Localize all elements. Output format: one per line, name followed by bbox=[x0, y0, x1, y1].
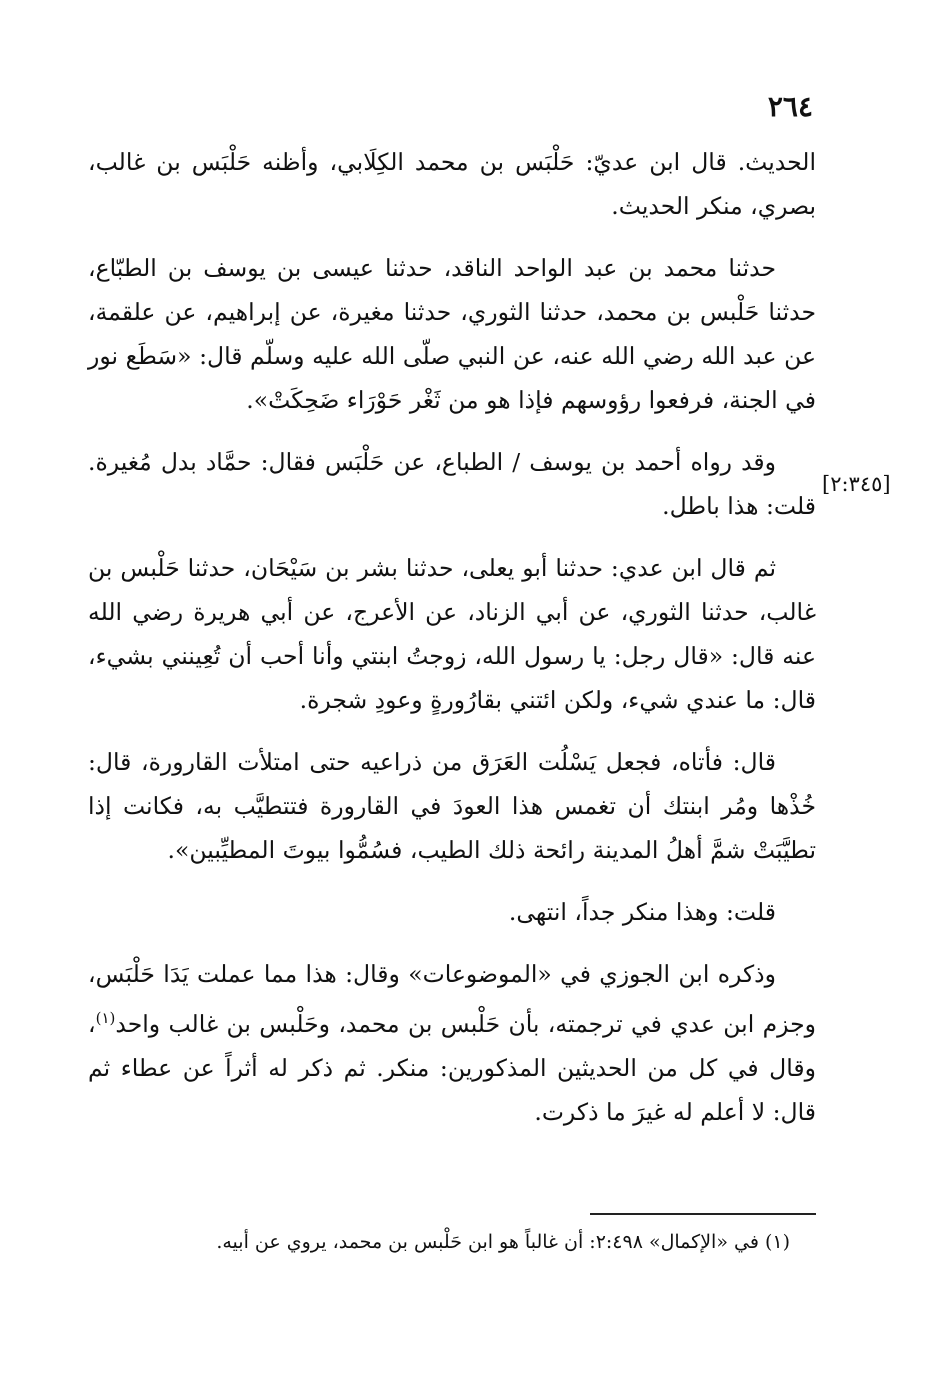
paragraph-1: الحديث. قال ابن عديّ: حَلْبَس بن محمد الكِلَابي، وأظنه حَلْبَس بن غالب، بصري، منكر الحديث. bbox=[88, 148, 816, 220]
footnote-divider bbox=[590, 1213, 816, 1215]
paragraph-2: حدثنا محمد بن عبد الواحد الناقد، حدثنا عيسى بن يوسف بن الطبّاع، حدثنا حَلْبس بن محمد، حدثنا الثوري، حدثنا مغيرة، عن إبراهيم، عن علقمة، عن عبد الله رضي الله عنه، عن النبي صلّى الله عليه وسلّم قال: «سَطَع نور في الجنة، فرفعوا رؤوسهم فإذا هو من ثَغْر حَوْرَاء ضَحِكَتْ». bbox=[88, 254, 816, 414]
paragraph-7 bbox=[88, 952, 816, 1134]
paragraph-5: قال: فأتاه، فجعل يَسْلُت العَرَق من ذراعيه حتى امتلأت القارورة، قال: خُذْها ومُر ابنتك أن تغمس هذا العودَ في القارورة فتتطيَّب به، فكانت إذا تطيَّبَتْ شمَّ أهلُ المدينة رائحة ذلك الطيب، فسُمُّوا بيوتَ المطيِّبين». bbox=[88, 748, 816, 864]
page-number: ٢٦٤ bbox=[767, 90, 813, 123]
paragraph-4: ثم قال ابن عدي: حدثنا أبو يعلى، حدثنا بشر بن سَيْحَان، حدثنا حَلْبس بن غالب، حدثنا الثوري، عن أبي الزناد، عن الأعرج، عن أبي هريرة رضي الله عنه قال: «قال رجل: يا رسول الله، زوجتُ ابنتي وأنا أحب أن تُعِينني بشيء، قال: ما عندي شيء، ولكن ائتني بقارُورةٍ وعودِ شجرة. bbox=[88, 554, 816, 714]
paragraph-7-end: ، وقال في كل من الحديثين المذكورين: منكر. ثم ذكر له أثراً عن عطاء ثم قال: لا أعلم له غيرَ ما ذكرت. bbox=[88, 1009, 816, 1126]
footnote: (١) في «الإكمال» ٢:٤٩٨: أن غالباً هو ابن حَلْبس بن محمد، يروي عن أبيه. bbox=[216, 1231, 790, 1253]
footnote-marker: (١) bbox=[95, 1009, 116, 1027]
margin-reference: [٢:٣٤٥] bbox=[822, 472, 891, 496]
body-text bbox=[88, 140, 816, 1134]
paragraph-3: وقد رواه أحمد بن يوسف / الطباع، عن حَلْبَس فقال: حمَّاد بدل مُغيرة. قلت: هذا باطل. bbox=[88, 448, 816, 520]
paragraph-7-start: وذكره ابن الجوزي في «الموضوعات» وقال: هذا مما عملت يَدَا حَلْبَس، وجزم ابن عدي في ترجمته، بأن حَلْبس بن محمد، وحَلْبس بن غالب واحد bbox=[88, 960, 816, 1038]
paragraph-6: قلت: وهذا منكر جداً، انتهى. bbox=[508, 898, 776, 926]
